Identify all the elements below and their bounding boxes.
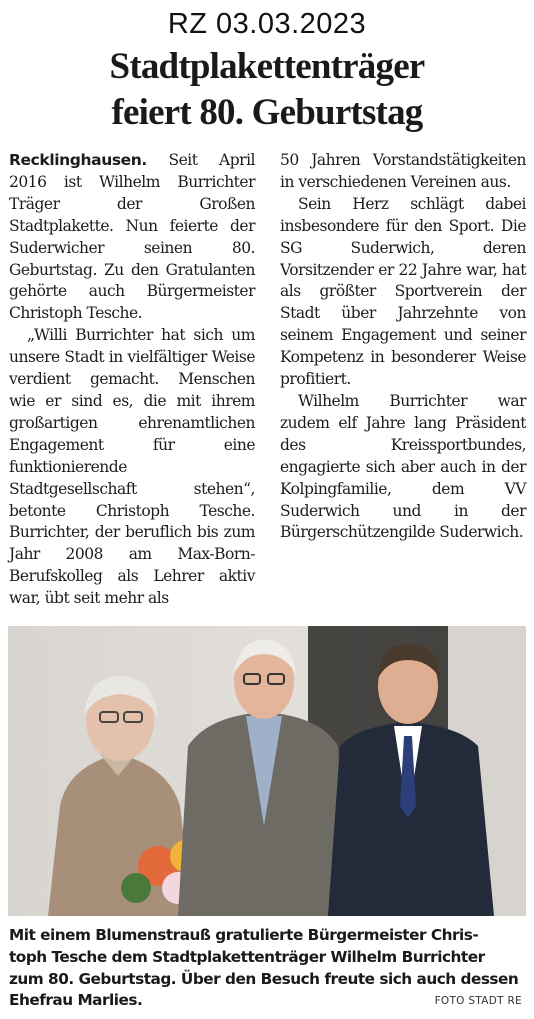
caption-line: Ehefrau Marlies.	[9, 991, 143, 1010]
caption-line: zum 80. Geburtstag. Über den Besuch freute sich auch dessen	[9, 969, 519, 988]
article-paragraph: Wilhelm Burrichter war zudem elf Jahre lang Präsident des Kreissportbundes, engagierte sich aber auch in der Kolpingfamilie, dem VV Suderwich und in der Bürgerschützengilde Suderwich.	[280, 391, 526, 542]
dateline: Recklinghausen.	[9, 151, 147, 169]
article-photo	[8, 626, 526, 916]
caption-line: Mit einem Blumenstrauß gratulierte Bürgermeister Chris-	[9, 926, 479, 944]
caption-line: toph Tesche dem Stadtplakettenträger Wilhelm Burrichter	[9, 947, 485, 966]
article-paragraph: „Willi Burrichter hat sich um unsere Stadt in vielfältiger Weise verdient gemacht. Menschen wie er sind es, die mit ihrem großartigen ehrenamtlichen Engagement für eine funktionierende Stadtgesellschaft stehen“, betonte Christoph Tesche. Burrichter, der beruflich bis zum Jahr 2008 am Max-Born-Berufskolleg als Lehrer aktiv war, übt seit mehr als	[9, 326, 255, 608]
paragraph-text: Seit April 2016 ist Wilhelm Burrichter Träger der Großen Stadtplakette. Nun feierte der Suderwicher seinen 80. Geburtstag. Zu den Gratulanten gehörte auch Bürgermeister Christoph Tesche.	[9, 151, 255, 323]
article-paragraph: Sein Herz schlägt dabei insbesondere für den Sport. Die SG Suderwich, deren Vorsitzender er 22 Jahre war, hat als größter Sportverein der Stadt über Jahrzehnte von seinem Engagement und seiner Kompetenz in besonderer Weise profitiert.	[280, 194, 526, 389]
photo-illustration	[8, 626, 526, 916]
source-date-label: RZ 03.03.2023	[167, 8, 367, 40]
headline-line-1: Stadtplakettenträger	[109, 46, 425, 87]
article-column-left	[9, 150, 255, 610]
article-paragraph	[9, 150, 255, 325]
headline-line-2: feiert 80. Geburtstag	[111, 92, 423, 133]
article-column-right	[280, 150, 526, 544]
photo-credit: FOTO STADT RE	[434, 995, 522, 1007]
article-paragraph: 50 Jahren Vorstandstätigkeiten in verschiedenen Vereinen aus.	[280, 151, 526, 191]
headline	[0, 44, 534, 136]
